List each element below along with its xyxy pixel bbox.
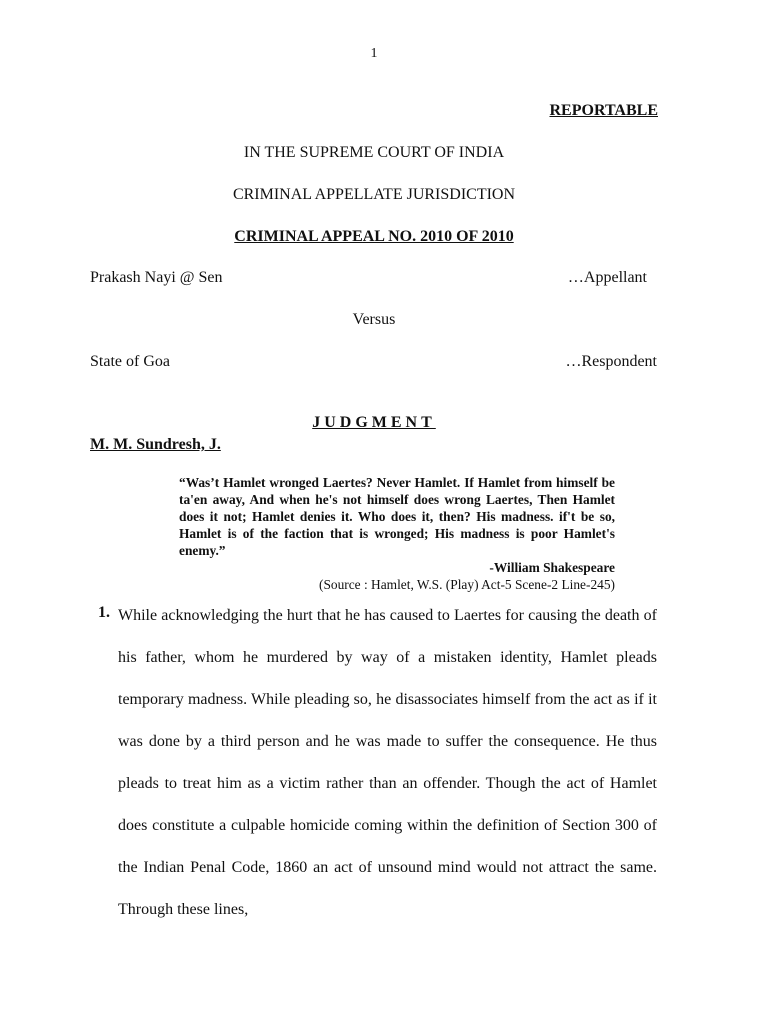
appeal-number: CRIMINAL APPEAL NO. 2010 OF 2010 <box>234 228 514 245</box>
reportable-label: REPORTABLE <box>549 102 658 119</box>
paragraph-number: 1. <box>98 604 110 621</box>
judgment-heading: JUDGMENT <box>312 414 436 431</box>
jurisdiction: CRIMINAL APPELLATE JURISDICTION <box>232 186 516 203</box>
quote-author: -William Shakespeare <box>489 560 615 575</box>
paragraph-1 <box>98 604 657 931</box>
versus-label: Versus <box>352 311 396 328</box>
respondent-name: State of Goa <box>90 353 170 370</box>
appellant-row <box>90 269 657 287</box>
judge-name: M. M. Sundresh, J. <box>90 436 221 453</box>
appellant-name: Prakash Nayi @ Sen <box>90 269 223 286</box>
page-number: 1 <box>370 46 378 61</box>
court-name: IN THE SUPREME COURT OF INDIA <box>243 144 505 161</box>
quote-text: “Was’t Hamlet wronged Laertes? Never Hamlet. If Hamlet from himself be ta'en away, And when he's not himself does wrong Laertes, Then Hamlet does it not; Hamlet denies it. Who does it, then? His madness. if't be so, Hamlet is of the faction that is wronged; His madness is poor Hamlet's enemy.” <box>179 475 615 558</box>
epigraph-quote <box>179 474 615 593</box>
paragraph-text: While acknowledging the hurt that he has caused to Laertes for causing the death of his father, whom he murdered by way of a mistaken identity, Hamlet pleads temporary madness. While pleading so, he disassociates himself from the act as if it was done by a third person and he was made to suffer the consequence. He thus pleads to treat him as a victim rather than an offender. Though the act of Hamlet does constitute a culpable homicide coming within the definition of Section 300 of the Indian Penal Code, 1860 an act of unsound mind would not attract the same. Through these lines, <box>118 607 657 918</box>
respondent-role: …Respondent <box>565 353 657 370</box>
quote-source: (Source : Hamlet, W.S. (Play) Act-5 Scene-2 Line-245) <box>318 577 615 592</box>
respondent-row <box>90 353 657 371</box>
appellant-role: …Appellant <box>567 269 647 286</box>
